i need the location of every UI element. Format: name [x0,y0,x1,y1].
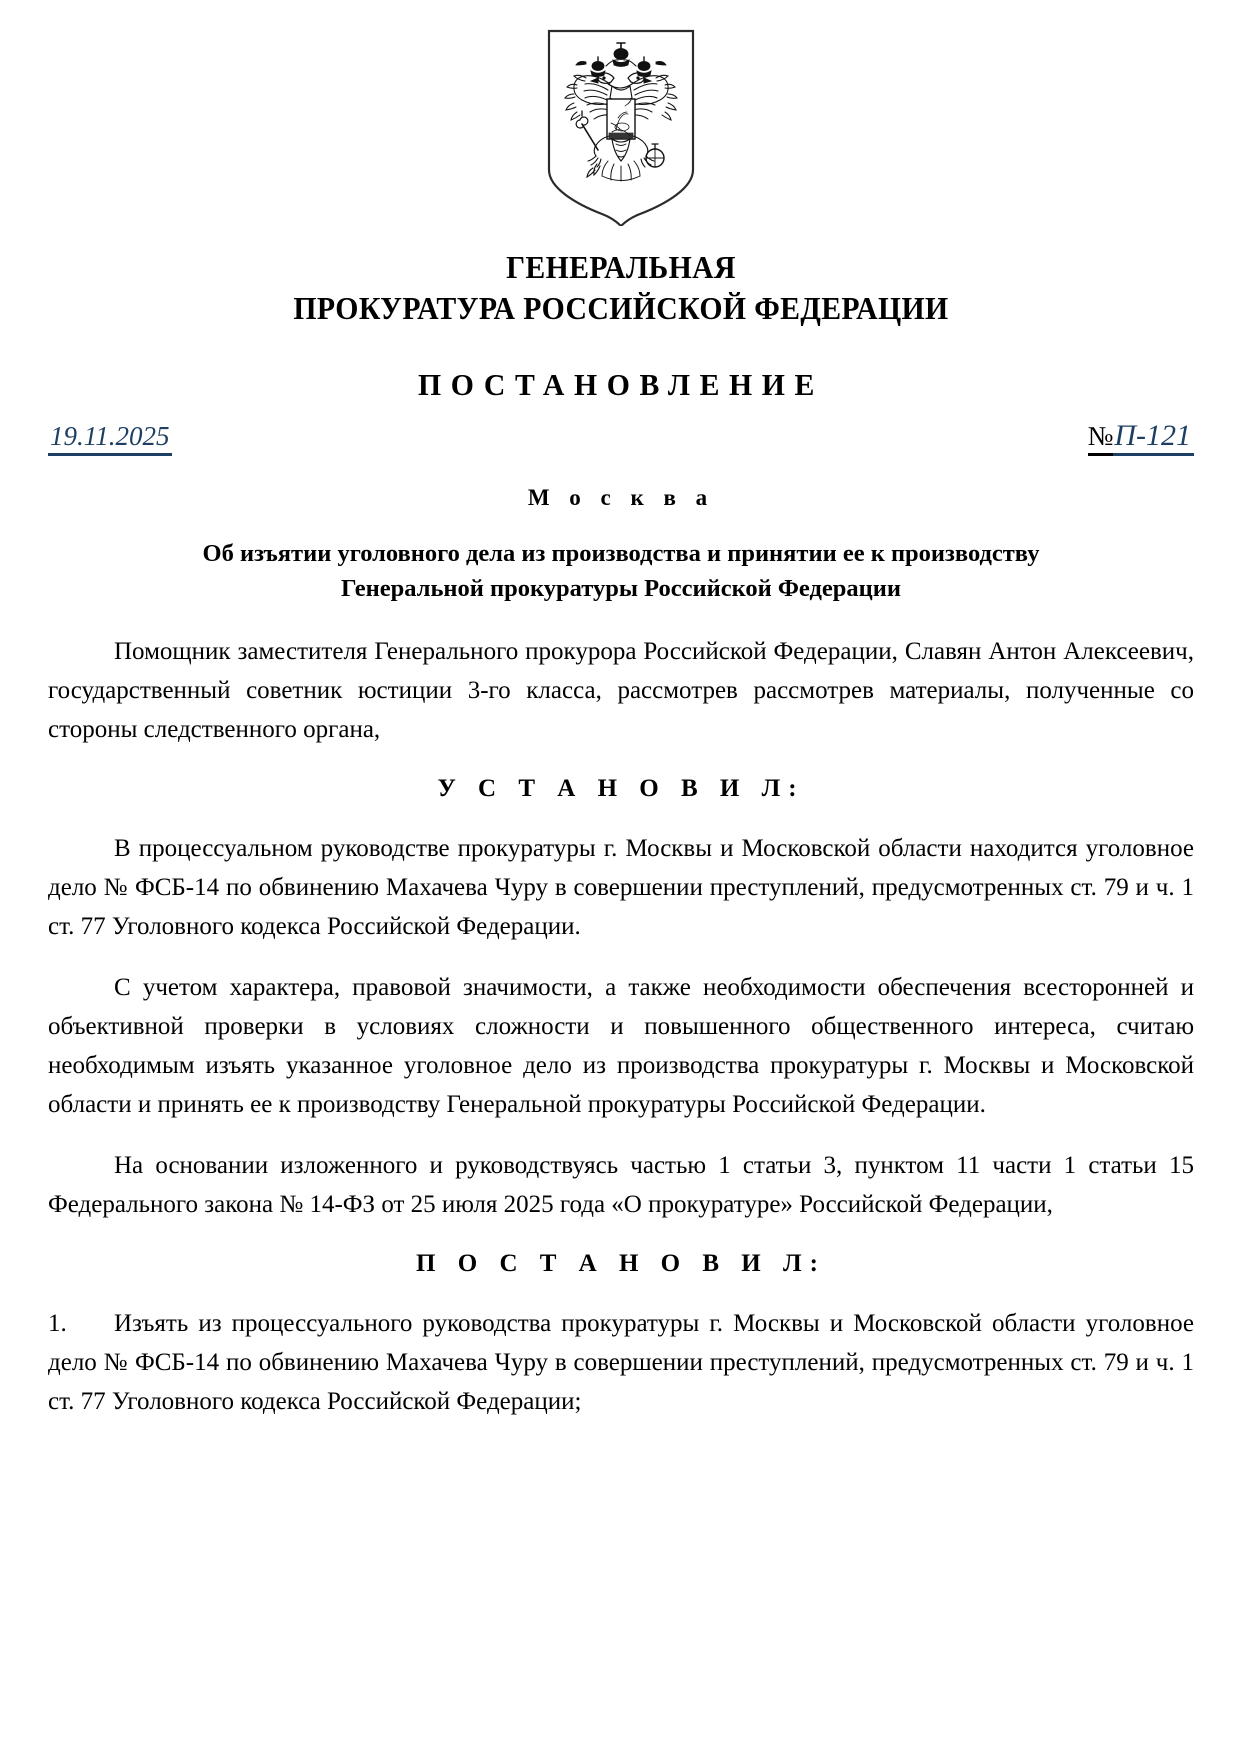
established-paragraph-3: На основании изложенного и руководствуясь частью 1 статьи 3, пунктом 11 части 1 статьи 15 Федерального закона № 14-ФЗ от 25 июля 2025 года «О прокуратуре» Российской Федерации, [48,1152,1194,1219]
decided-item-1-number: 1. [48,1310,67,1338]
coat-of-arms-icon [546,28,696,226]
document-number-value[interactable]: П-121 [1113,419,1194,456]
subject-line-2: Генеральной прокуратуры Российской Федерации [341,574,901,602]
organization-header [88,247,1154,329]
city-label: М о с к в а [527,484,715,510]
decided-item-1 [48,1304,1194,1421]
established-paragraph-2: С учетом характера, правовой значимости, а также необходимости обеспечения всесторонней и объективной проверки в условиях сложности и повышенного общественного интереса, считаю необходимым изъять указанное уголовное дело из производства прокуратуры г. Москвы и Московской области и принять ее к производству Генеральной прокуратуры Российской Федерации. [48,974,1194,1119]
established-paragraph-1: В процессуальном руководстве прокуратуры г. Москвы и Московской области находится уголовное дело № ФСБ-14 по обвинению Махачева Чуру в совершении преступлений, предусмотренных ст. 79 и ч. 1 ст. 77 Уголовного кодекса Российской Федерации. [48,835,1194,941]
document-number-group [1088,419,1194,456]
subject-line-1: Об изъятии уголовного дела из производства и принятии ее к производству [202,539,1040,567]
document-subject [48,537,1194,607]
document-meta-row [48,419,1194,459]
document-type-title: ПОСТАНОВЛЕНИЕ [417,366,824,402]
number-symbol: № [1088,422,1114,456]
coat-of-arms-emblem [48,28,1194,233]
decided-item-1-text: Изъять из процессуального руководства прокуратуры г. Москвы и Московской области уголовное дело № ФСБ-14 по обвинению Махачева Чуру в совершении преступлений, предусмотренных ст. 79 и ч. 1 ст. 77 Уголовного кодекса Российской Федерации; [48,1310,1194,1416]
org-name-line-1: ГЕНЕРАЛЬНАЯ [506,249,736,285]
document-date[interactable]: 19.11.2025 [48,422,172,456]
org-name-line-2: ПРОКУРАТУРА РОССИЙСКОЙ ФЕДЕРАЦИИ [293,289,949,326]
section-heading-established: У С Т А Н О В И Л: [437,775,805,803]
preamble-paragraph: Помощник заместителя Генерального прокурора Российской Федерации, Славян Антон Алексеевич, государственный советник юстиции 3-го класса, рассмотрев рассмотрев материалы, полученные со стороны следственного органа, [48,638,1194,744]
section-heading-decided: П О С Т А Н О В И Л: [416,1250,826,1278]
